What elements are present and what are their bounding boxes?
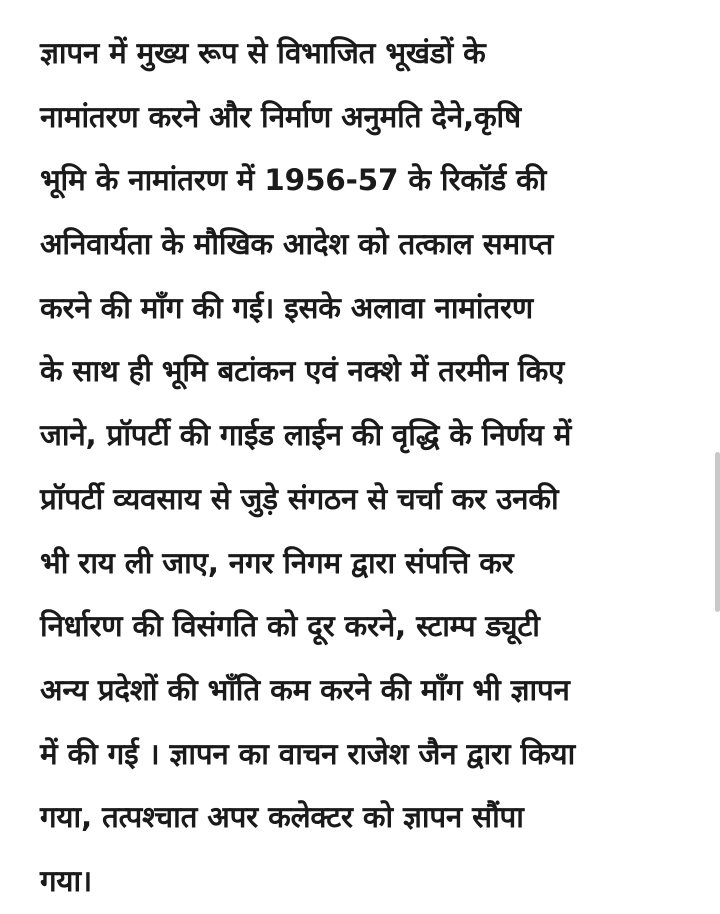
article-line: गया। (40, 863, 92, 898)
article-line: जाने, प्रॉपर्टी की गाईड लाईन की वृद्धि के निर्णय में (40, 418, 572, 453)
article-line: करने की माँग की गई। इसके अलावा नामांतरण (40, 290, 533, 325)
article-line: भूमि के नामांतरण में 1956-57 के रिकॉर्ड की (40, 163, 547, 198)
article-line: में की गई । ज्ञापन का वाचन राजेश जैन द्वारा किया (40, 736, 576, 771)
article-line: नामांतरण करने और निर्माण अनुमति देने,कृषि (40, 99, 522, 134)
article-line: भी राय ली जाए, नगर निगम द्वारा संपत्ति कर (40, 545, 514, 580)
article-line: के साथ ही भूमि बटांकन एवं नक्शे में तरमीन किए (40, 354, 565, 389)
article-line: गया, तत्पश्चात अपर कलेक्टर को ज्ञापन सौंपा (40, 800, 524, 835)
article-line: निर्धारण की विसंगति को दूर करने, स्टाम्प ड्यूटी (40, 609, 540, 644)
article-line: ज्ञापन में मुख्य रूप से विभाजित भूखंडों के (40, 36, 486, 70)
article-line: अनिवार्यता के मौखिक आदेश को तत्काल समाप्त (40, 227, 554, 262)
article-body (40, 22, 680, 914)
scrollbar[interactable] (715, 452, 720, 612)
article-line: अन्य प्रदेशों की भाँति कम करने की माँग भी ज्ञापन (40, 672, 570, 707)
article-line: प्रॉपर्टी व्यवसाय से जुड़े संगठन से चर्चा कर उनकी (40, 481, 559, 516)
